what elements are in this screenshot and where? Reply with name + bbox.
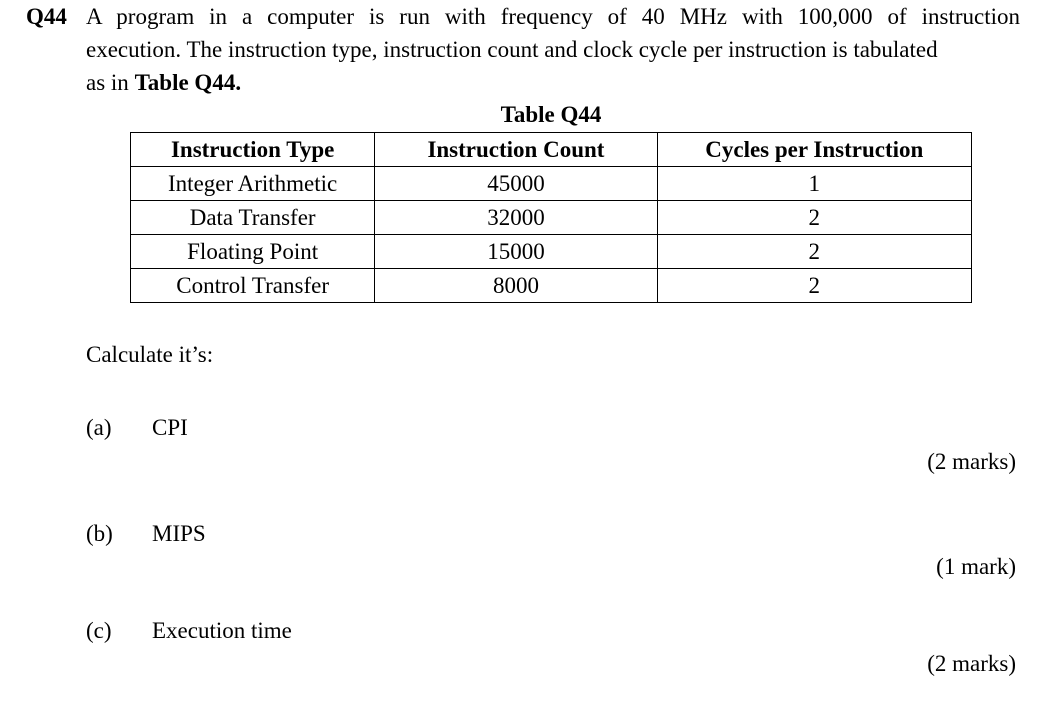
part-a-marks: (2 marks) xyxy=(927,449,1016,474)
part-c-marks: (2 marks) xyxy=(927,651,1016,676)
cell-instruction-count: 8000 xyxy=(375,269,657,303)
cell-instruction-type: Control Transfer xyxy=(131,269,375,303)
cell-instruction-count: 32000 xyxy=(375,201,657,235)
table-row xyxy=(131,235,972,269)
table-reference: Table Q44. xyxy=(134,70,242,95)
question-line-3 xyxy=(26,66,1020,99)
cell-cycles: 2 xyxy=(657,235,971,269)
question-line-3-prefix: as in xyxy=(86,70,135,95)
table-caption: Table Q44 xyxy=(500,102,602,127)
part-b-text: MIPS xyxy=(152,521,206,546)
question-line-1-text: A program in a computer is run with frequency of 40 MHz with 100,000 of instruction xyxy=(86,4,1020,29)
table-header-row xyxy=(131,133,972,167)
header-instruction-type: Instruction Type xyxy=(131,133,375,167)
table-row xyxy=(131,269,972,303)
question-line-1 xyxy=(26,0,1020,33)
instruction-table xyxy=(130,132,972,303)
cell-instruction-type: Data Transfer xyxy=(131,201,375,235)
question-number: Q44 xyxy=(26,4,67,29)
cell-instruction-type: Integer Arithmetic xyxy=(131,167,375,201)
part-c-text: Execution time xyxy=(152,618,292,643)
part-b-label: (b) xyxy=(86,521,113,546)
table-row xyxy=(131,167,972,201)
cell-instruction-type: Floating Point xyxy=(131,235,375,269)
cell-instruction-count: 15000 xyxy=(375,235,657,269)
part-c-label: (c) xyxy=(86,618,112,643)
table-row xyxy=(131,201,972,235)
header-instruction-count: Instruction Count xyxy=(375,133,657,167)
header-cycles-per-instruction: Cycles per Instruction xyxy=(657,133,971,167)
calculate-intro: Calculate it’s: xyxy=(86,342,214,367)
cell-cycles: 1 xyxy=(657,167,971,201)
question-text xyxy=(26,0,1020,99)
cell-instruction-count: 45000 xyxy=(375,167,657,201)
cell-cycles: 2 xyxy=(657,269,971,303)
part-a-text: CPI xyxy=(152,415,188,440)
question-line-2: execution. The instruction type, instruction count and clock cycle per instruction is tabulated xyxy=(86,37,938,62)
part-b-marks: (1 mark) xyxy=(936,554,1016,579)
part-a-label: (a) xyxy=(86,415,112,440)
cell-cycles: 2 xyxy=(657,201,971,235)
